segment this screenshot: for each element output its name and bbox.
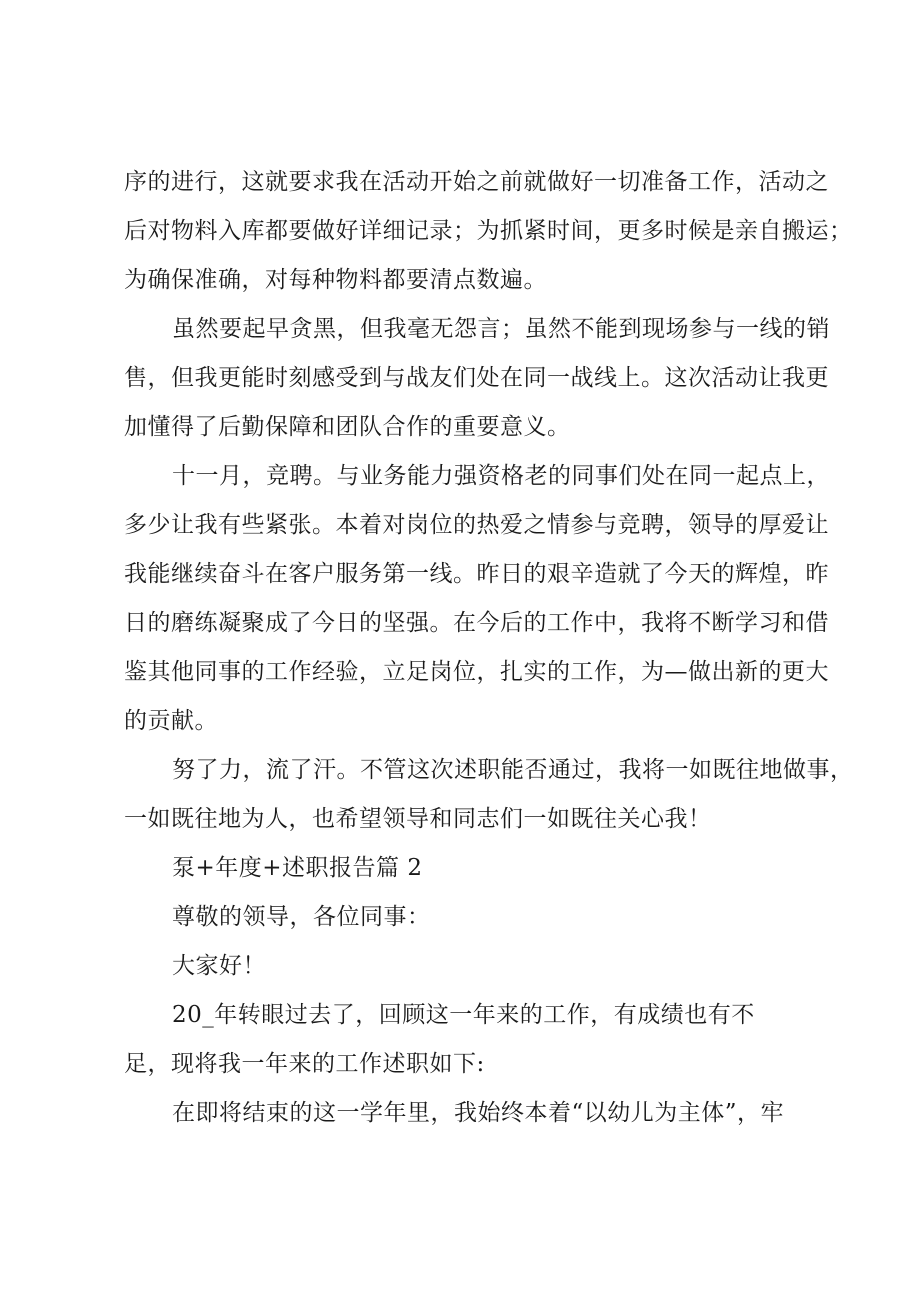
paragraph-line: 在即将结束的这一学年里，我始终本着“以幼儿为主体”，牢: [172, 1100, 785, 1126]
paragraph-line: 我能继续奋斗在客户服务第一线。昨日的艰辛造就了今天的辉煌，昨: [124, 561, 829, 587]
paragraph-line: 的贡献。: [124, 708, 218, 734]
paragraph-line: 为确保准确，对每种物料都要清点数遍。: [124, 267, 547, 293]
greeting: 大家好！: [172, 953, 266, 979]
paragraph-line: 日的磨练凝聚成了今日的坚强。在今后的工作中，我将不断学习和借: [124, 610, 829, 636]
paragraph-line: 售，但我更能时刻感受到与战友们处在同一战线上。这次活动让我更: [124, 365, 829, 391]
paragraph-line: 鉴其他同事的工作经验，立足岗位，扎实的工作，为—做出新的更大: [124, 659, 829, 685]
paragraph-line: 加懂得了后勤保障和团队合作的重要意义。: [124, 414, 571, 440]
paragraph-line: 一如既往地为人，也希望领导和同志们一如既往关心我！: [124, 806, 712, 832]
paragraph-line: 多少让我有些紧张。本着对岗位的热爱之情参与竞聘，领导的厚爱让: [124, 512, 829, 538]
paragraph-line: 努了力，流了汗。不管这次述职能否通过，我将一如既往地做事，: [172, 757, 854, 783]
paragraph-line: 序的进行，这就要求我在活动开始之前就做好一切准备工作，活动之: [124, 169, 829, 195]
paragraph-line: 足，现将我一年来的工作述职如下:: [124, 1051, 485, 1077]
paragraph-line: 十一月，竞聘。与业务能力强资格老的同事们处在同一起点上，: [172, 463, 830, 489]
salutation: 尊敬的领导，各位同事：: [172, 904, 431, 930]
paragraph-line: 虽然要起早贪黑，但我毫无怨言；虽然不能到现场参与一线的销: [172, 316, 830, 342]
section-heading: 泵+年度+述职报告篇 2: [172, 855, 423, 881]
paragraph-line: 20_年转眼过去了，回顾这一年来的工作，有成绩也有不: [172, 1002, 755, 1028]
paragraph-line: 后对物料入库都要做好详细记录；为抓紧时间，更多时候是亲自搬运；: [124, 218, 853, 244]
